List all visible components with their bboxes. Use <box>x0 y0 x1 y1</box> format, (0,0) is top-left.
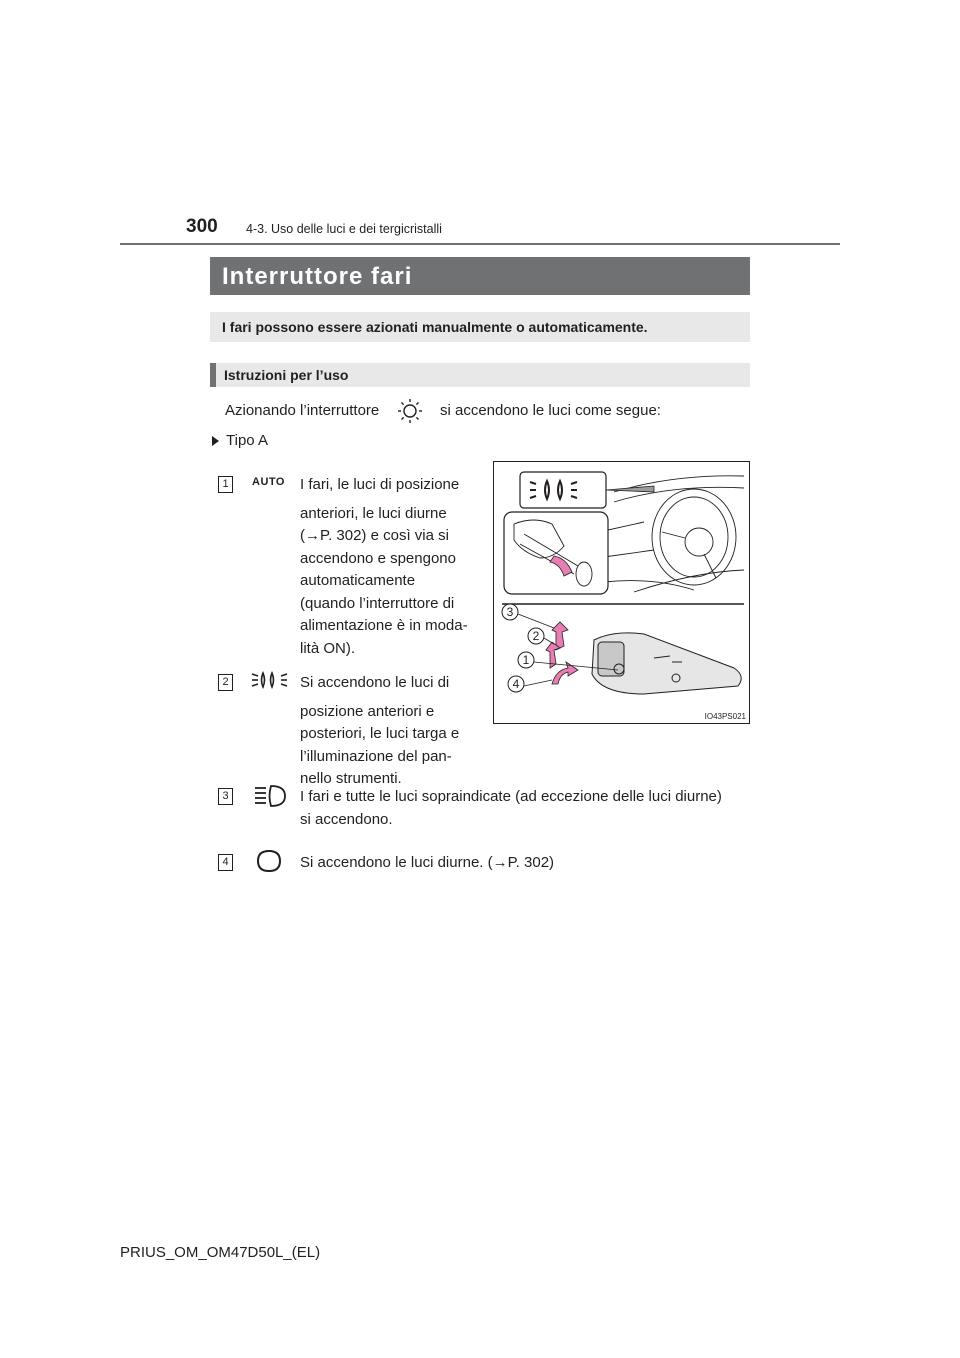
figure-callout-4: 4 <box>512 677 520 691</box>
intro-text: I fari possono essere azionati manualmente o automaticamente. <box>222 319 648 335</box>
tail-light-icon <box>251 670 289 690</box>
item-number-2: 2 <box>218 674 233 691</box>
subheading: Istruzioni per l’uso <box>224 367 349 383</box>
title-banner <box>210 257 750 295</box>
figure-code: IO43PS021 <box>704 712 746 721</box>
item-4-description: Si accendono le luci diurne. (→P. 302) <box>300 854 555 871</box>
headlight-icon <box>253 784 287 808</box>
item-3-description: I fari e tutte le luci sopraindicate (ad eccezione delle luci diurne) si accendono. <box>300 788 722 828</box>
dashboard-drawing <box>599 476 744 592</box>
intro-banner <box>210 312 750 342</box>
figure-callout-3: 3 <box>506 605 514 619</box>
instruction-before: Azionando l’interruttore <box>225 402 380 419</box>
auto-label: AUTO <box>252 476 285 488</box>
page-number: 300 <box>186 216 218 237</box>
bullet-triangle-icon <box>212 436 219 446</box>
document-code-footer: PRIUS_OM_OM47D50L_(EL) <box>120 1244 321 1261</box>
header-divider <box>120 243 840 245</box>
daytime-running-light-icon <box>256 849 282 873</box>
type-label: Tipo A <box>226 432 268 449</box>
subheading-banner <box>210 363 750 387</box>
item-1-description: I fari, le luci di posizione anteriori, le luci diurne (→P. 302) e così via si accendono e spengono automaticamente (quando l’interruttore di alimentazione è in moda- lità ON). <box>300 476 468 657</box>
figure-callout-1: 1 <box>522 653 530 667</box>
page-title: Interruttore fari <box>222 263 413 290</box>
item-2-description: Si accendono le luci di posizione anteriori e posteriori, le luci targa e l’illuminazione del pan- nello strumenti. <box>300 674 460 787</box>
section-title: 4-3. Uso delle luci e dei tergicristalli <box>246 222 442 236</box>
figure-callout-2: 2 <box>532 629 540 643</box>
headlight-switch-illustration <box>493 461 750 724</box>
item-number-4: 4 <box>218 854 233 871</box>
light-switch-icon <box>396 398 424 424</box>
item-number-3: 3 <box>218 788 233 805</box>
instruction-after: si accendono le luci come segue: <box>440 402 661 419</box>
item-number-1: 1 <box>218 476 233 493</box>
